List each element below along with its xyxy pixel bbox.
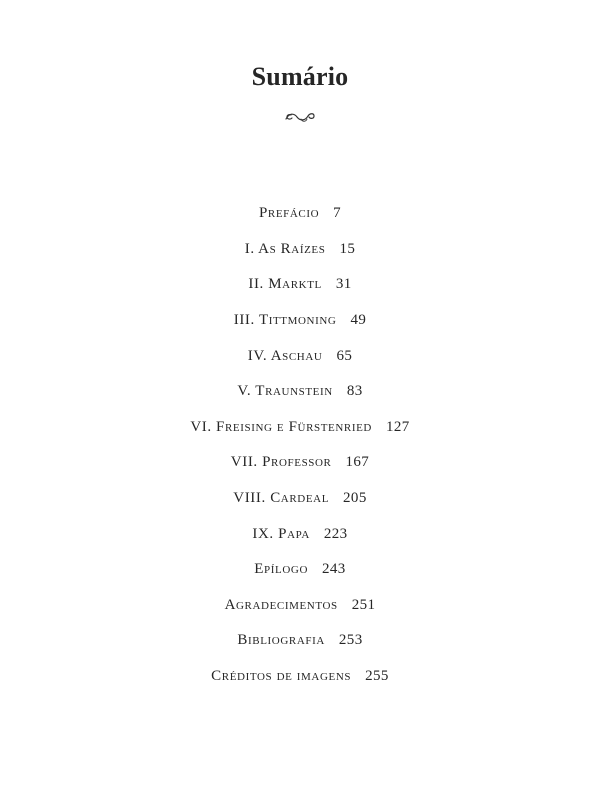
toc-entry-title: I. As Raízes [244, 240, 326, 257]
toc-entry-traunstein[interactable] [0, 374, 600, 410]
toc-entry-bibliografia[interactable] [0, 623, 600, 659]
toc-entry-page: 243 [322, 561, 346, 578]
toc-entry-marktl[interactable] [0, 267, 600, 303]
toc-entry-page: 65 [336, 347, 353, 364]
toc-entry-page: 223 [323, 525, 348, 542]
toc-entry-page: 31 [335, 276, 352, 293]
toc-entry-page: 83 [346, 383, 363, 400]
toc-entry-cardeal[interactable] [0, 481, 600, 517]
toc-entry-title: V. Traunstein [237, 383, 333, 400]
toc-entry-title: VIII. Cardeal [233, 490, 330, 507]
toc-entry-title: IX. Papa [252, 525, 310, 542]
toc-entry-title: VII. Professor [230, 454, 332, 471]
toc-entry-title: Agradecimentos [224, 596, 338, 613]
toc-entry-agradecimentos[interactable] [0, 588, 600, 624]
toc-entry-epilogo[interactable] [0, 552, 600, 588]
toc-entry-title: Prefácio [258, 205, 320, 222]
toc-entry-page: 205 [343, 490, 367, 507]
toc-entry-tittmoning[interactable] [0, 303, 600, 339]
toc-entry-page: 255 [365, 668, 389, 685]
toc-entry-page: 7 [333, 205, 342, 222]
toc-entry-professor[interactable] [0, 445, 600, 481]
toc-entry-title: Créditos de imagens [211, 668, 352, 685]
toc-entry-page: 15 [339, 240, 356, 257]
toc-entry-page: 253 [338, 632, 363, 649]
toc-entry-title: III. Tittmoning [233, 312, 337, 329]
toc-entry-title: Bibliografia [237, 632, 325, 649]
swash-flourish-icon [284, 110, 316, 124]
toc-entry-title: VI. Freising e Fürstenried [190, 418, 372, 435]
toc-entry-aschau[interactable] [0, 338, 600, 374]
toc-entry-freising[interactable] [0, 410, 600, 446]
toc-entry-page: 49 [350, 312, 367, 329]
toc-entry-title: IV. Aschau [247, 347, 323, 364]
toc-entry-creditos-de-imagens[interactable] [0, 659, 600, 695]
toc-entry-papa[interactable] [0, 516, 600, 552]
toc-entry-title: II. Marktl [248, 276, 322, 293]
toc-entry-page: 167 [345, 454, 370, 471]
toc-entry-as-raizes[interactable] [0, 232, 600, 268]
toc-entry-prefacio[interactable] [0, 196, 600, 232]
table-of-contents [0, 196, 600, 694]
toc-entry-page: 127 [385, 418, 410, 435]
toc-entry-title: Epílogo [254, 561, 308, 578]
page-title: Sumário [251, 62, 349, 91]
toc-entry-page: 251 [351, 596, 376, 613]
